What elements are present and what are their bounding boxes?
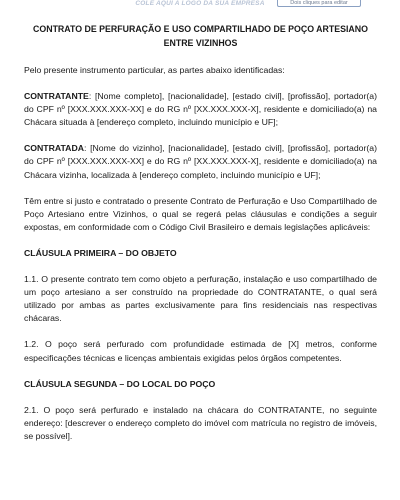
agreement-paragraph: Têm entre si justo e contratado o presente Contrato de Perfuração e Uso Compartilhado de Poço Artesiano entre Vizinhos, o qual se regerá pelas cláusulas e condições a seguir expostas, em conformidade com o Código Civil Brasileiro e demais legislações aplicáveis: xyxy=(24,195,377,232)
logo-placeholder: COLE AQUI A LOGO DA SUA EMPRESA xyxy=(135,0,265,7)
document-title: CONTRATO DE PERFURAÇÃO E USO COMPARTILHADO DE POÇO ARTESIANO ENTRE VIZINHOS xyxy=(33,24,368,48)
top-bar xyxy=(0,0,400,14)
contratada-text: : [Nome do vizinho], [nacionalidade], [estado civil], [profissão], portador(a) do CPF nº [XXX.XXX.XXX-XX] e do RG nº [XX.XXX.XXX-X], residente e domiciliado(a) na Chácara vizinha, localizada à [endereço completo, incluindo município e UF]; xyxy=(24,143,377,180)
intro-paragraph: Pelo presente instrumento particular, as partes abaixo identificadas: xyxy=(24,65,285,75)
clause-1-2: 1.2. O poço será perfurado com profundidade estimada de [X] metros, conforme especificações técnicas e licenças ambientais exigidas pelos órgãos competentes. xyxy=(24,339,377,363)
document-body xyxy=(24,23,377,456)
contratante-text: : [Nome completo], [nacionalidade], [estado civil], [profissão], portador(a) do CPF nº [XXX.XXX.XXX-XX] e do RG nº [XX.XXX.XXX-X], residente e domiciliado(a) na Chácara situada à [endereço completo, incluindo município e UF]; xyxy=(24,91,377,128)
contratante-paragraph xyxy=(24,90,377,129)
edit-button[interactable]: Dois cliques para editar xyxy=(277,0,361,7)
contratada-paragraph xyxy=(24,142,377,181)
contratada-label: CONTRATADA xyxy=(24,143,84,154)
clause-1-1: 1.1. O presente contrato tem como objeto a perfuração, instalação e uso compartilhado de um poço artesiano a ser construído na propriedade do CONTRATANTE, o qual será utilizado por ambas as partes exclusivamente para fins residenciais nas respectivas chácaras. xyxy=(24,274,377,324)
contratante-label: CONTRATANTE xyxy=(24,91,89,102)
clause-2-heading: CLÁUSULA SEGUNDA – DO LOCAL DO POÇO xyxy=(24,378,216,389)
clause-2-1: 2.1. O poço será perfurado e instalado na chácara do CONTRATANTE, no seguinte endereço: [descrever o endereço completo do imóvel com matrícula no registro de imóveis, se possível]. xyxy=(24,404,377,441)
clause-1-heading: CLÁUSULA PRIMEIRA – DO OBJETO xyxy=(24,247,177,258)
